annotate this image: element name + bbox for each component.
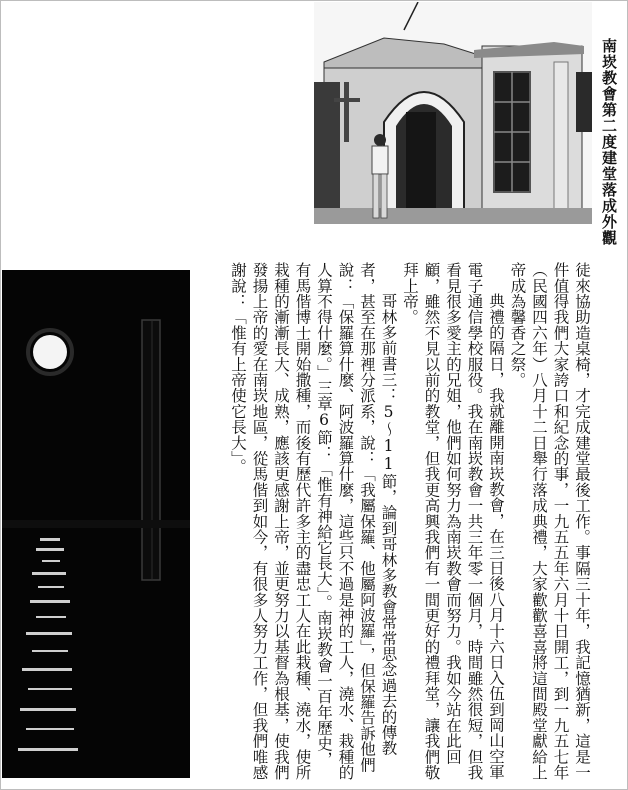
night-moon-photo [2, 270, 190, 778]
paragraph: 哥林多前書三：5～11節，論到哥林多教會常常思念過去的傳教者，甚至在那裡分派系，說：「我屬保羅、他屬阿波羅」，但保羅告訴他們說：「保羅算什麼、阿波羅算什麼，這些只不過是神的工人，澆水、栽種的人算不得什麼。」三章6節：「惟有神給它長大」。南崁教會一百年歷史，有馬偕博士開始撒種，而後有歷代許多主的盡忠工人在此栽種、澆水，使所栽種的漸漸長大、成熟，應該更感謝上帝，並更努力以基督為根基，使我們發揚上帝的愛在南崁地區，從馬偕到如今，有很多人努力工作，但我們唯感謝說：「惟有上帝使它長大」。 [229, 262, 398, 781]
paragraph: 徒來協助造桌椅，才完成建堂最後工作。事隔三十年，我記憶猶新，這是一件值得我們大家誇口和紀念的事，一九五五年六月十日開工，到一九五七年（民國四六年）八月十二日舉行落成典禮，大家歡歡喜喜將這間殿堂獻給上帝成為馨香之祭。 [508, 262, 591, 781]
photo-caption: 南崁教會第二度建堂落成外觀 [600, 38, 618, 246]
article-body [196, 262, 592, 782]
paragraph: 典禮的隔日，我就離開南崁教會，在三日後八月十六日入伍到岡山空軍電子通信學校服役。我在南崁教會一共三年零一個月，時間雖然很短，但我看見很多愛主的兄姐，他們如何努力為南崁教會而努力。我如今站在此回顧，雖然不見以前的教堂，但我更高興我們有一間更好的禮拜堂，讓我們敬拜上帝。 [401, 262, 505, 781]
church-building-photo [314, 2, 592, 224]
